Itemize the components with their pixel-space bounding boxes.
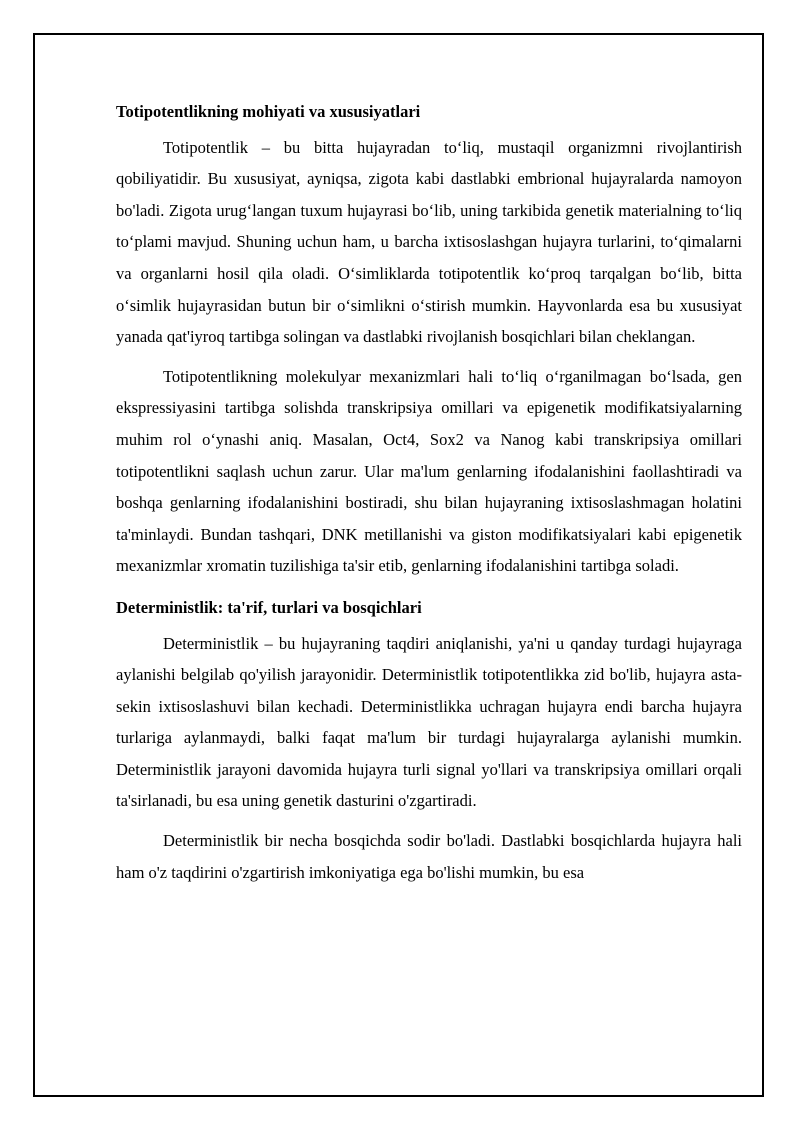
document-body — [116, 96, 742, 888]
paragraph: Totipotentlik – bu bitta hujayradan to‘liq, mustaqil organizmni rivojlantirish qobiliyatidir. Bu xususiyat, ayniqsa, zigota kabi dastlabki embrional hujayralarda namoyon bo'ladi. Zigota urug‘langan tuxum hujayrasi bo‘lib, uning tarkibida genetik materialning to‘liq to‘plami mavjud. Shuning uchun ham, u barcha ixtisoslashgan hujayra turlarini, to‘qimalarni va organlarni hosil qila oladi. O‘simliklarda totipotentlik ko‘proq tarqalgan bo‘lib, bitta o‘simlik hujayrasidan butun bir o‘simlikni o‘stirish mumkin. Hayvonlarda esa bu xususiyat yanada qat'iyroq tartibga solingan va dastlabki rivojlanish bosqichlari bilan cheklangan. — [116, 137, 742, 347]
paragraph: Deterministlik bir necha bosqichda sodir bo'ladi. Dastlabki bosqichlarda hujayra hali ham o'z taqdirini o'zgartirish imkoniyatiga ega bo'lishi mumkin, bu esa — [116, 831, 742, 882]
section-heading-totipotency: Totipotentlikning mohiyati va xususiyatlari — [116, 102, 421, 121]
paragraph: Deterministlik – bu hujayraning taqdiri aniqlanishi, ya'ni u qanday turdagi hujayraga aylanishi belgilab qo'yilish jarayonidir. Deterministlik totipotentlikka zid bo'lib, hujayra asta-sekin ixtisoslashuvi bilan kechadi. Deterministlikka uchragan hujayra endi barcha hujayra turlariga aylanmaydi, balki faqat ma'lum bir turdagi hujayralarga aylanishi mumkin. Deterministlik jarayoni davomida hujayra turli signal yo'llari va transkripsiya omillari orqali ta'sirlanadi, bu esa uning genetik dasturini o'zgartiradi. — [116, 633, 742, 811]
section-heading-determinism: Deterministlik: ta'rif, turlari va bosqichlari — [116, 597, 422, 617]
paragraph: Totipotentlikning molekulyar mexanizmlari hali to‘liq o‘rganilmagan bo‘lsada, gen ekspressiyasini tartibga solishda transkripsiya omillari va epigenetik modifikatsiyalarning muhim rol o‘ynashi aniq. Masalan, Oct4, Sox2 va Nanog kabi transkripsiya omillari totipotentlikni saqlash uchun zarur. Ular ma'lum genlarning ifodalanishini faollashtiradi va boshqa genlarning ifodalanishini bostiradi, shu bilan hujayraning ixtisoslashmagan holatini ta'minlaydi. Bundan tashqari, DNK metillanishi va giston modifikatsiyalari kabi epigenetik mexanizmlar xromatin tuzilishiga ta'sir etib, genlarning ifodalanishini tartibga soladi. — [116, 366, 742, 576]
